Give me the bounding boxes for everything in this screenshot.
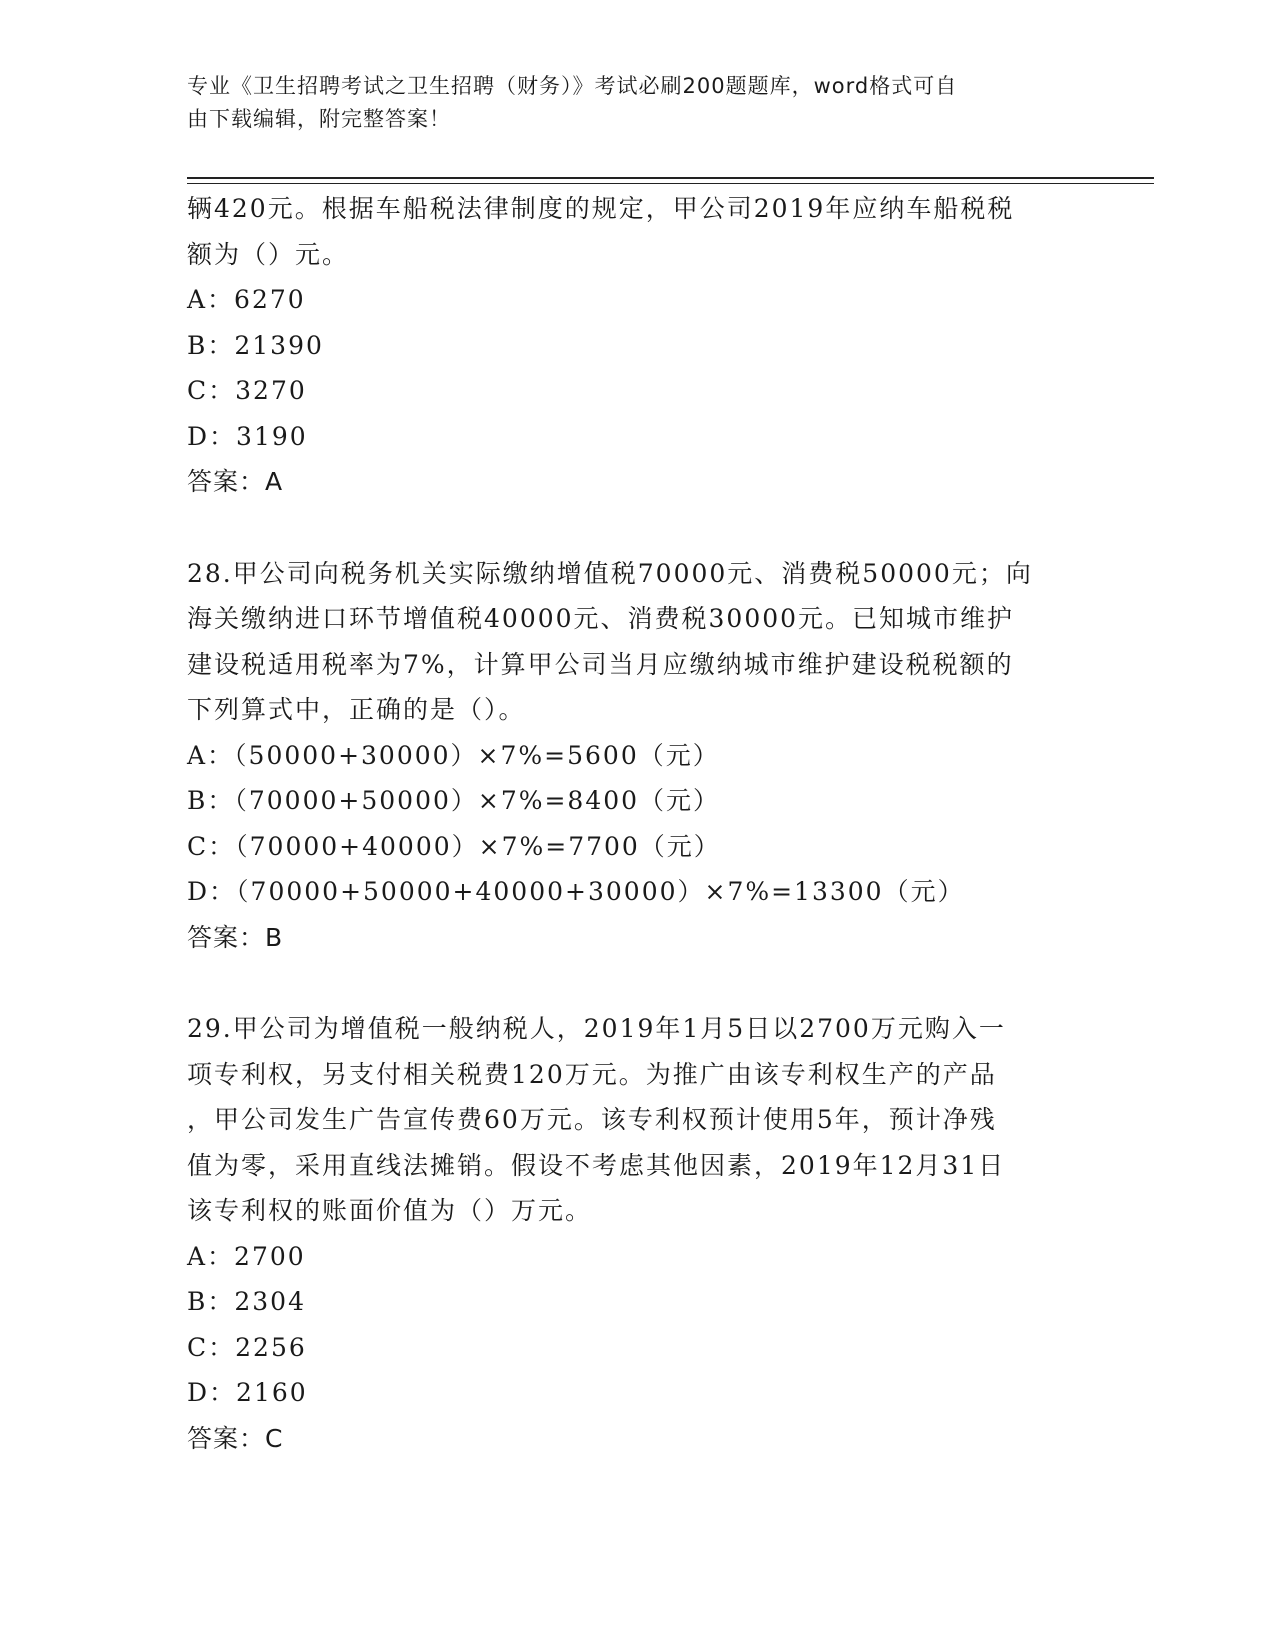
header-rule-thin (187, 183, 1154, 184)
option-d: D：3190 (187, 421, 308, 451)
document-header (187, 70, 1067, 136)
question-stem-line: 额为（）元。 (187, 239, 350, 269)
answer-label: 答案：B (187, 922, 284, 952)
question-stem-line: 28.甲公司向税务机关实际缴纳增值税70000元、消费税50000元；向 (187, 558, 1033, 588)
option-c: C：（70000+40000）×7%=7700（元） (187, 831, 721, 861)
question-28 (187, 551, 1087, 961)
question-stem-line: ，甲公司发生广告宣传费60万元。该专利权预计使用5年，预计净残 (187, 1105, 997, 1134)
option-c: C：3270 (187, 376, 307, 405)
option-a: A：（50000+30000）×7%=5600（元） (187, 740, 720, 770)
option-b: B：21390 (187, 330, 324, 360)
option-d: D：2160 (187, 1378, 308, 1407)
question-stem-line: 项专利权，另支付相关税费120万元。为推广由该专利权生产的产品 (187, 1059, 997, 1089)
option-b: B：2304 (187, 1287, 306, 1316)
question-stem-line: 辆420元。根据车船税法律制度的规定，甲公司2019年应纳车船税税 (187, 194, 1015, 223)
option-c: C：2256 (187, 1332, 307, 1362)
question-27 (187, 186, 1087, 505)
question-29 (187, 1006, 1087, 1461)
question-stem-line: 值为零，采用直线法摊销。假设不考虑其他因素，2019年12月31日 (187, 1150, 1006, 1180)
option-d: D：（70000+50000+40000+30000）×7%=13300（元） (187, 877, 965, 906)
question-stem-line: 建设税适用税率为7%，计算甲公司当月应缴纳城市维护建设税税额的 (187, 649, 1014, 679)
option-b: B：（70000+50000）×7%=8400（元） (187, 786, 721, 815)
header-line: 由下载编辑，附完整答案！ (187, 107, 451, 131)
question-stem-line: 29.甲公司为增值税一般纳税人，2019年1月5日以2700万元购入一 (187, 1014, 1006, 1043)
question-stem-line: 该专利权的账面价值为（）万元。 (187, 1196, 593, 1225)
question-stem-line: 下列算式中，正确的是（）。 (187, 695, 526, 724)
question-list (187, 186, 1087, 1461)
answer-label: 答案：C (187, 1423, 284, 1453)
option-a: A：6270 (187, 285, 306, 314)
header-rule (187, 177, 1154, 179)
answer-label: 答案：A (187, 467, 284, 496)
option-a: A：2700 (187, 1241, 306, 1271)
question-stem-line: 海关缴纳进口环节增值税40000元、消费税30000元。已知城市维护 (187, 604, 1015, 633)
header-line: 专业《卫生招聘考试之卫生招聘（财务）》考试必刷200题题库，word格式可自 (187, 74, 958, 98)
